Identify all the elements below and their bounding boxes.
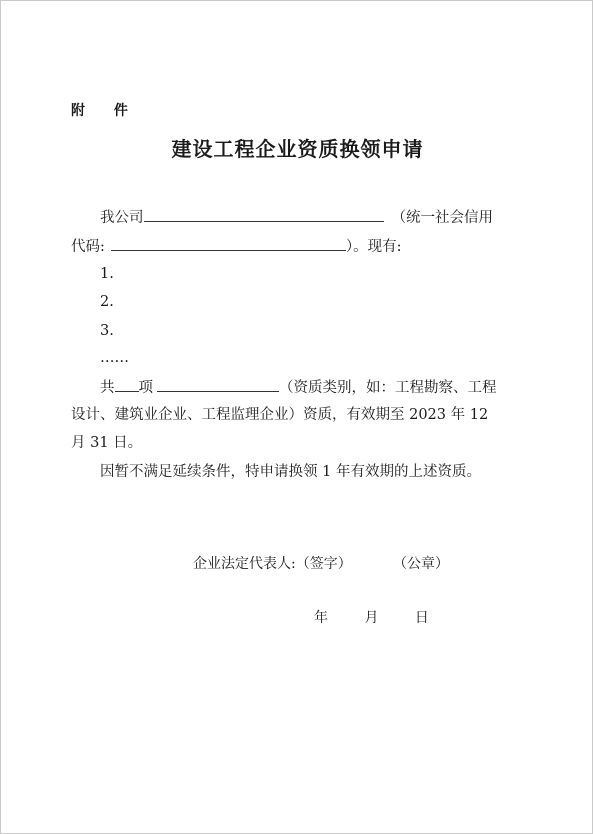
company-seal: （公章） xyxy=(393,556,449,572)
credit-code-line xyxy=(71,235,402,257)
list-item: 1. xyxy=(100,266,114,282)
qualification-type-note: （资质类别，如：工程勘察、工程 xyxy=(279,380,497,396)
legal-representative-signature: 企业法定代表人:（签字） xyxy=(193,556,352,572)
list-item: 2. xyxy=(100,294,114,310)
qualification-count-line xyxy=(100,376,497,398)
credit-code-suffix: ）。现有: xyxy=(345,239,402,255)
attachment-label: 附 件 xyxy=(71,103,140,119)
reason-line: 因暂不满足延续条件，特申请换领 1 年有效期的上述资质。 xyxy=(100,464,481,480)
count-blank[interactable] xyxy=(115,376,139,392)
validity-date-line: 月 31 日。 xyxy=(71,435,143,451)
credit-code-prefix: 代码: xyxy=(71,239,105,255)
credit-code-blank[interactable] xyxy=(111,235,346,251)
total-prefix: 共 xyxy=(100,380,115,396)
item-unit: 项 xyxy=(138,380,153,396)
company-prefix: 我公司 xyxy=(100,210,144,226)
company-line xyxy=(100,206,493,228)
list-item: …… xyxy=(100,350,129,366)
qualification-examples-line: 设计、建筑业企业、工程监理企业）资质，有效期至 2023 年 12 xyxy=(71,407,489,423)
document-title: 建设工程企业资质换领申请 xyxy=(171,137,424,161)
date-line: 年 月 日 xyxy=(314,610,435,626)
company-name-blank[interactable] xyxy=(144,206,384,222)
credit-code-label-start: （统一社会信用 xyxy=(391,210,493,226)
qualification-name-blank[interactable] xyxy=(157,376,279,392)
list-item: 3. xyxy=(100,323,114,339)
